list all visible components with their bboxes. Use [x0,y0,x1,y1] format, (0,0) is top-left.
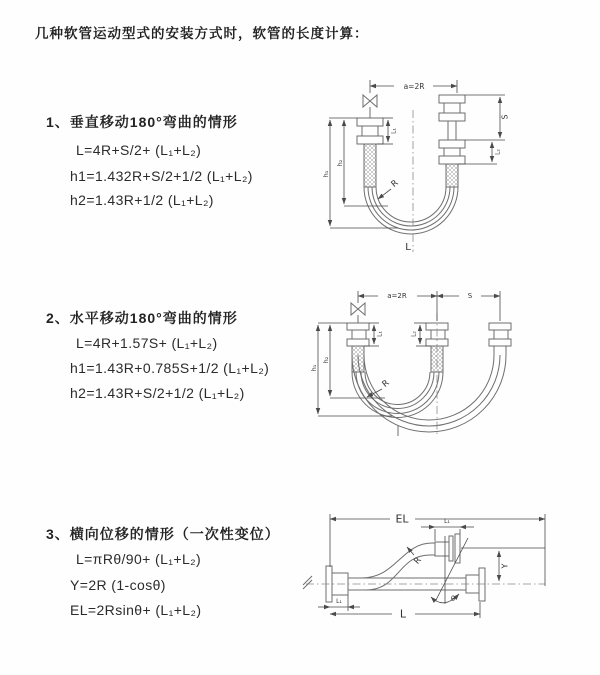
dim-label-l: L [399,607,407,621]
dim-label-l2: L₂ [410,331,418,337]
hose-braided-section [446,164,458,187]
dim-label-l1-bottom: L₁ [336,598,342,605]
diagram-horizontal-180-bend [308,283,598,465]
dim-label-theta: θ [450,595,456,603]
dim-label-l1: L₁ [390,128,398,134]
hose-structure [357,95,465,252]
formula-line: Y=2R (1-cosθ) [70,577,166,593]
formula-line: L=πRθ/90+ (L₁+L₂) [76,551,202,567]
dim-label-h1: h₁ [322,170,330,178]
diagram-lateral-displacement [300,512,600,652]
valve-icon [351,303,365,315]
dimension-lines [318,514,545,618]
dim-label-l1: L₁ [376,331,384,337]
section-3-heading: 3、横向位移的情形（一次性变位） [46,526,280,542]
dim-label-a2r: a=2R [387,292,407,300]
formula-line: h1=1.432R+S/2+1/2 (L₁+L₂) [70,168,253,184]
dim-label-h1: h₁ [310,364,318,372]
valve-icon [363,95,377,107]
dim-label-r: R [412,555,424,567]
centerline-break-mark [303,576,312,589]
dimension-lines [318,291,500,416]
page-title: 几种软管运动型式的安装方式时，软管的长度计算： [35,26,369,41]
section-2-heading: 2、水平移动180°弯曲的情形 [46,310,238,326]
dim-label-r: R [380,378,392,390]
formula-line: h2=1.43R+1/2 (L₁+L₂) [70,192,214,208]
formula-line: L=4R+S/2+ (L₁+L₂) [76,142,202,158]
dim-label-el: EL [395,512,409,526]
dim-label-s: S [467,292,473,300]
formula-line: EL=2Rsinθ+ (L₁+L₂) [70,602,202,618]
dim-label-r: R [389,178,401,190]
hose-braided-section [364,144,376,187]
dim-label-s: S [500,114,510,120]
dim-label-h2: h₂ [322,356,330,364]
diagram-vertical-180-bend [313,72,590,257]
dim-label-y: Y [500,563,510,569]
dim-label-l: L [405,242,411,253]
dim-label-a2r: a=2R [403,82,425,91]
section-1-heading: 1、垂直移动180°弯曲的情形 [46,114,238,130]
formula-line: L=4R+1.57S+ (L₁+L₂) [76,335,218,351]
dimension-lines [329,80,505,228]
dim-label-l1-top: L₁ [444,518,450,525]
formula-line: h1=1.43R+0.785S+1/2 (L₁+L₂) [70,360,270,376]
formula-line: h2=1.43R+S/2+1/2 (L₁+L₂) [70,385,245,401]
dim-label-l2: L₂ [494,149,502,155]
dim-label-h2: h₂ [336,159,344,167]
